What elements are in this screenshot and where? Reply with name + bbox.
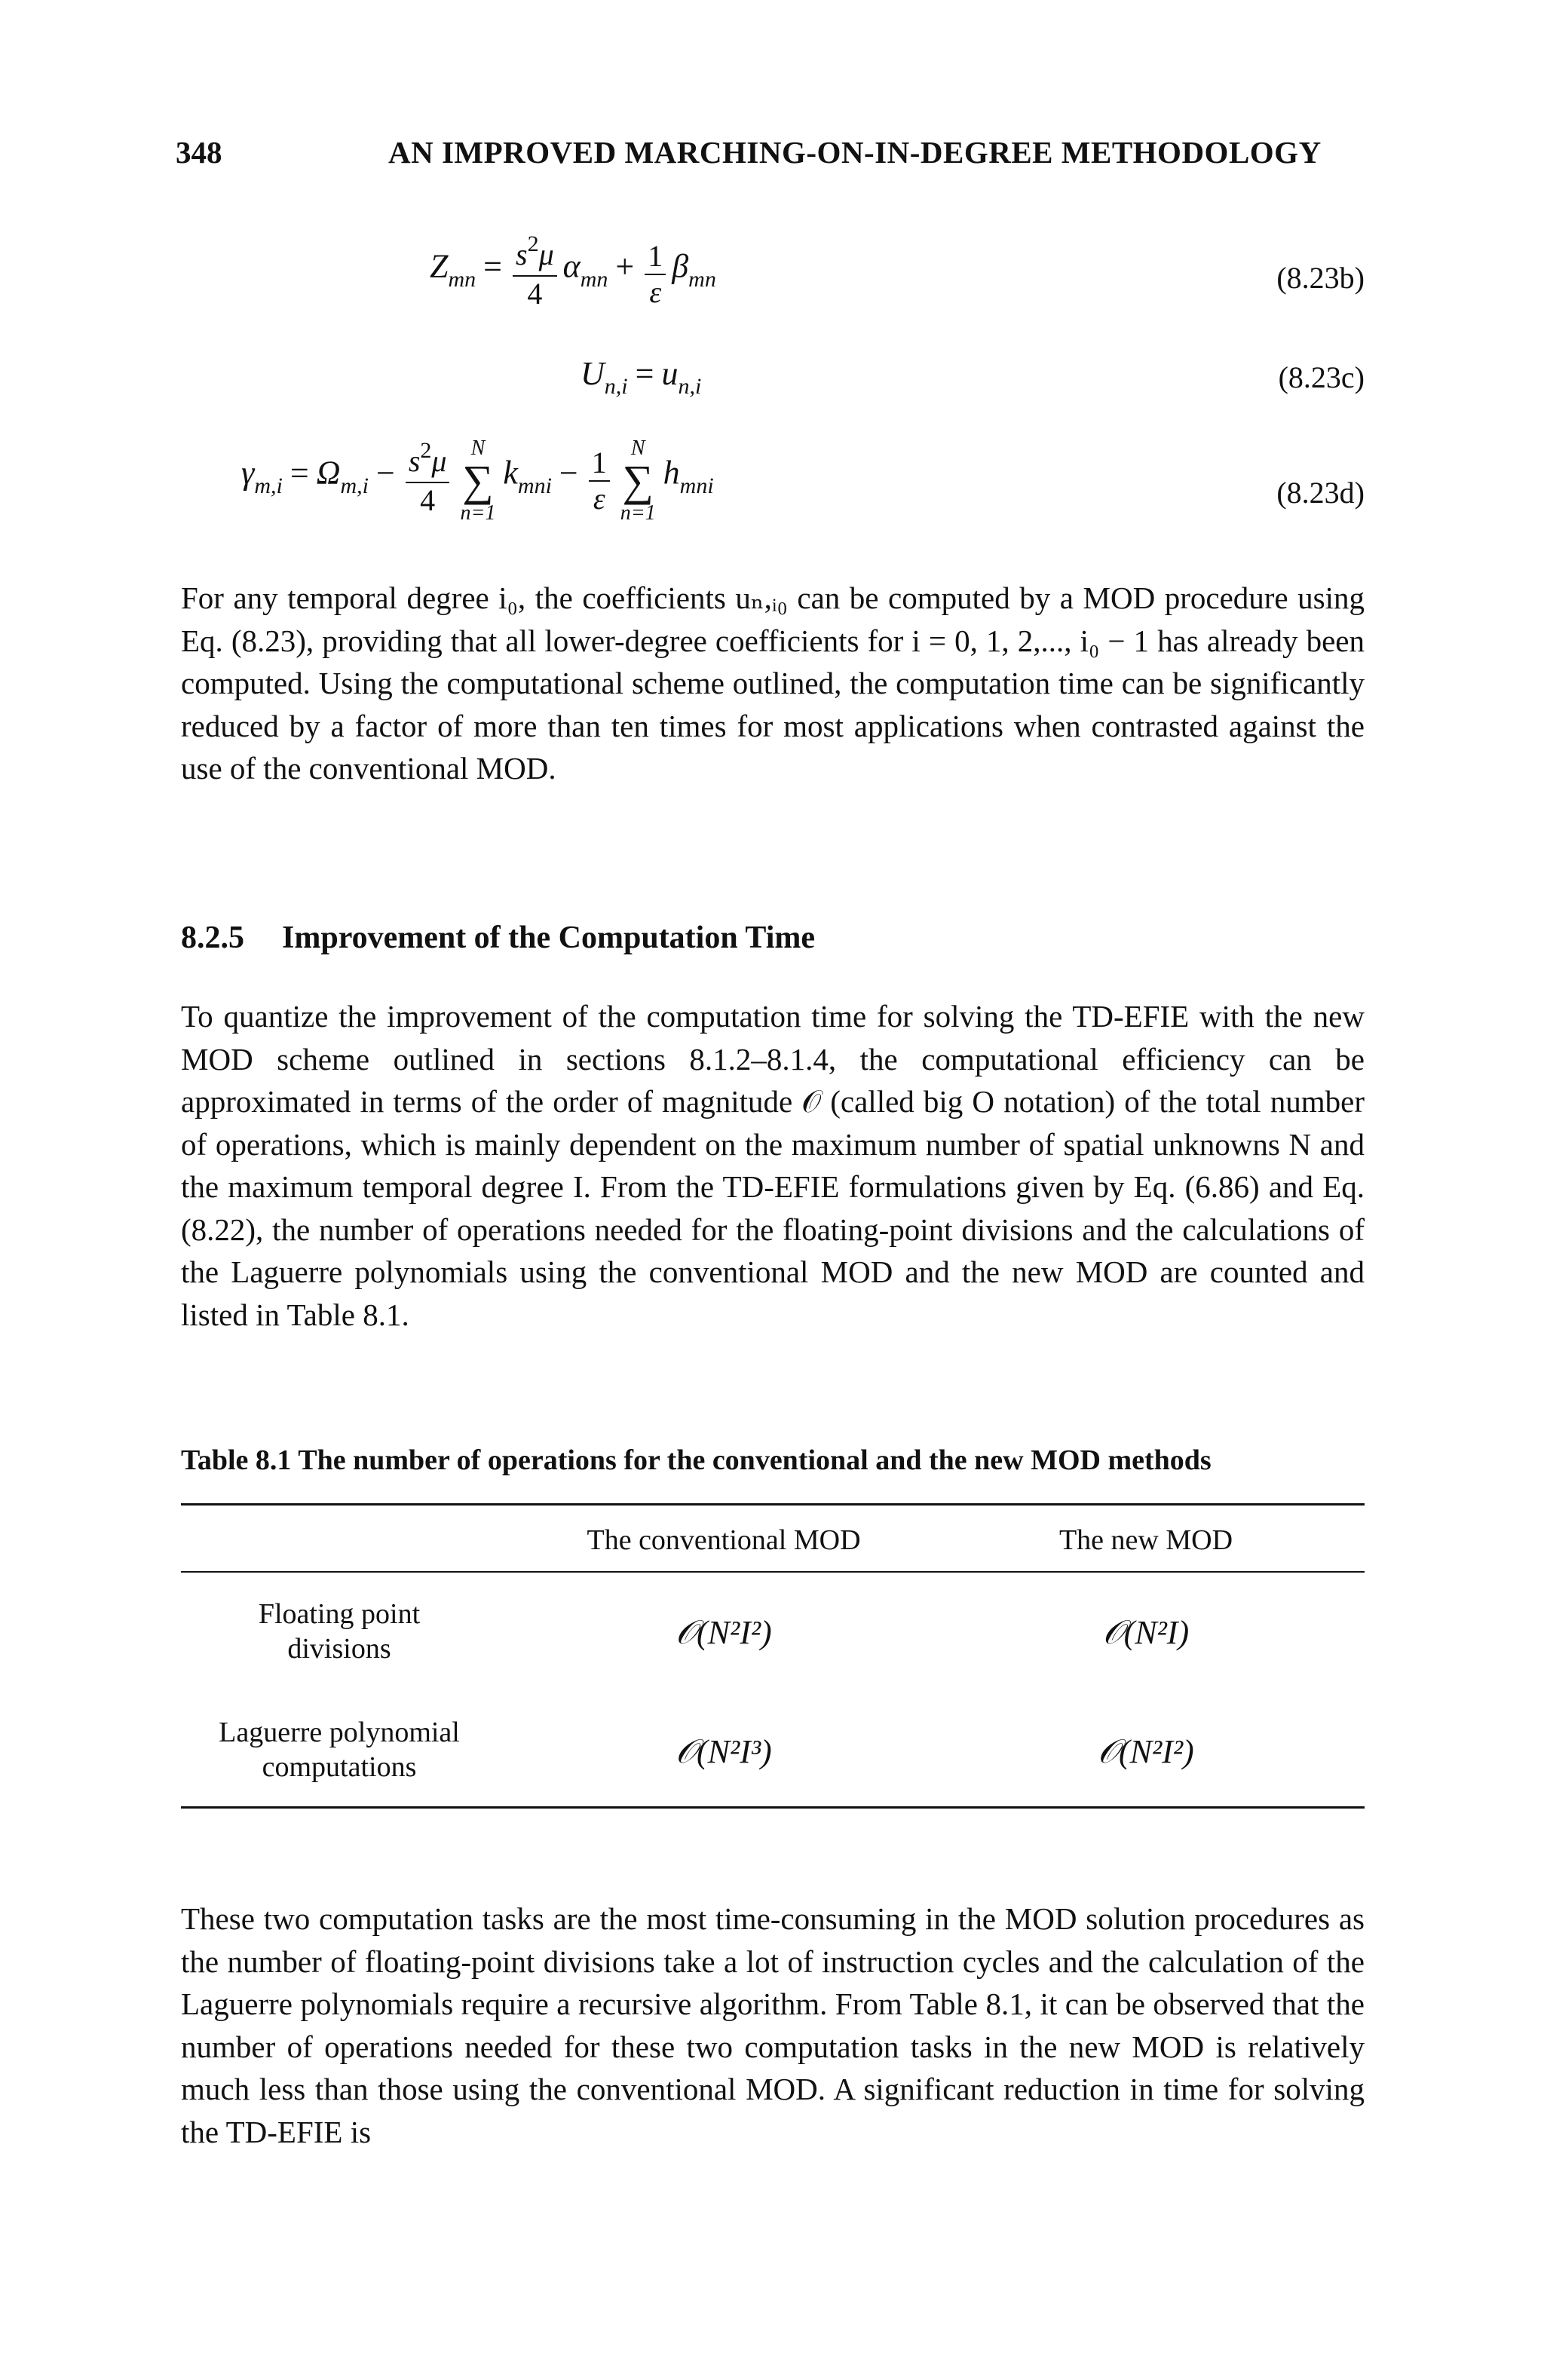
- section-number: 8.2.5: [181, 920, 244, 955]
- table-header-rule: [181, 1571, 1365, 1573]
- running-head: [176, 134, 1367, 179]
- equation-number: (8.23c): [1278, 360, 1365, 394]
- row-label-line: Laguerre polynomial: [219, 1717, 460, 1748]
- table-cell-conventional: 𝒪(N²I²): [676, 1614, 772, 1651]
- table-cell-new: 𝒪(N²I²): [1098, 1733, 1194, 1770]
- section-title: Improvement of the Computation Time: [282, 920, 815, 955]
- running-title: AN IMPROVED MARCHING-ON-IN-DEGREE METHODOLOGY: [388, 135, 1322, 170]
- equation-number: (8.23d): [1276, 476, 1365, 510]
- page-number: 348: [176, 135, 222, 170]
- paragraph-2: To quantize the improvement of the computation time for solving the TD-EFIE with the new MOD scheme outlined in sections 8.1.2–8.1.4, the computational efficiency can be approximated in terms of the order of magnitude 𝒪 (called big O notation) of the total number of operations, which is mainly dependent on the maximum number of spatial unknowns N and the maximum temporal degree I. From the TD-EFIE formulations given by Eq. (6.86) and Eq. (8.22), the number of operations needed for the floating-point divisions and the calculations of the Laguerre polynomials using the conventional MOD and the new MOD are counted and listed in Table 8.1.: [181, 999, 1365, 1332]
- table-top-rule: [181, 1503, 1365, 1505]
- equation-number: (8.23b): [1276, 261, 1365, 295]
- table-row-label: [181, 1597, 498, 1666]
- table-cell-conventional: 𝒪(N²I³): [676, 1733, 772, 1770]
- equation-8-23c: [181, 351, 1365, 411]
- equation-body: Un,i = un,i: [581, 355, 702, 399]
- table-header-new: The new MOD: [1058, 1524, 1233, 1556]
- row-label-line: Floating point: [258, 1598, 421, 1630]
- equation-8-23b: [181, 230, 1365, 328]
- table-header-conventional: The conventional MOD: [587, 1524, 861, 1556]
- equation-body: γm,i = Ωm,i − $\frac{s^2\mu}{4}$ N ∑ n=1 kmni − $\frac{1}{\varepsilon}$ N ∑ n=1 hmni: [241, 436, 714, 525]
- row-label-line: computations: [262, 1751, 417, 1783]
- paragraph-1: For any temporal degree i₀, the coefficients uₙ,ᵢ₀ can be computed by a MOD procedure using Eq. (8.23), providing that all lower-degree coefficients for i = 0, 1, 2,..., i₀ − 1 has already been computed. Using the computational scheme outlined, the computation time can be significantly reduced by a factor of more than ten times for most applications when contrasted against the use of the conventional MOD.: [181, 580, 1365, 786]
- table-cell-new: 𝒪(N²I): [1102, 1614, 1190, 1651]
- paragraph-3: These two computation tasks are the most time-consuming in the MOD solution procedures as the number of floating-point divisions take a lot of instruction cycles and the calculation of the Laguerre polynomials require a recursive algorithm. From Table 8.1, it can be observed that the number of operations needed for these two computation tasks in the new MOD is relatively much less than those using the conventional MOD. A significant reduction in time for solving the TD-EFIE is: [181, 1901, 1365, 2149]
- section-heading: [181, 920, 815, 956]
- table-caption: Table 8.1 The number of operations for the conventional and the new MOD methods: [181, 1444, 1212, 1476]
- row-label-line: divisions: [287, 1633, 391, 1665]
- table-bottom-rule: [181, 1806, 1365, 1809]
- equation-8-23d: [181, 437, 1365, 558]
- equation-body: Zmn = $\frac{s^2\mu}{4}$ αmn + $\frac{1}{\varepsilon}$ βmn: [430, 231, 716, 311]
- table-row-label: [181, 1715, 498, 1784]
